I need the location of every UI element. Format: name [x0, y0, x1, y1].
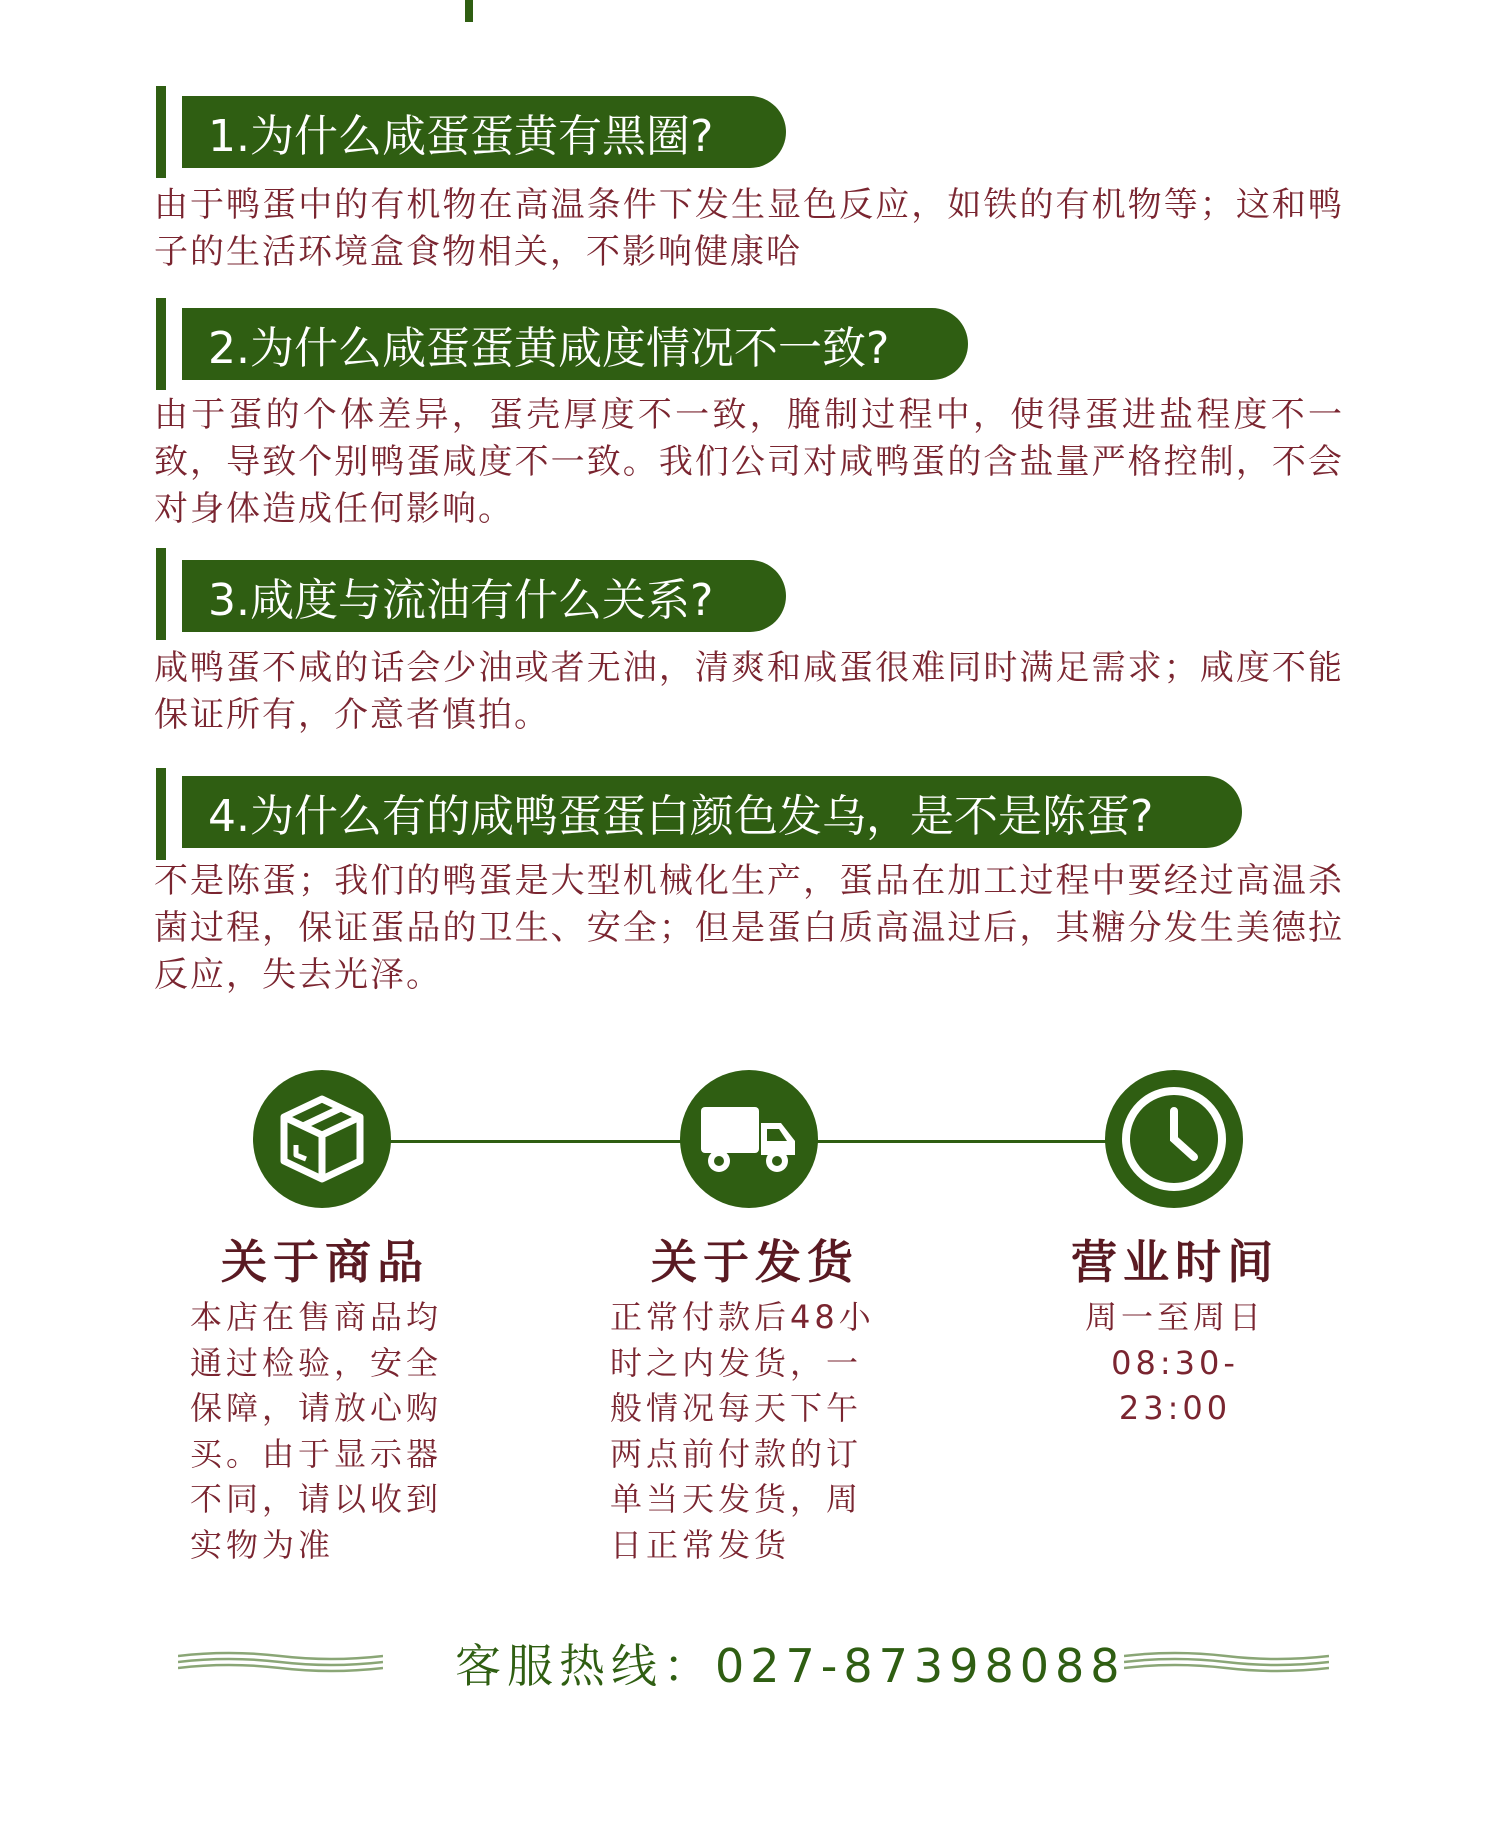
feature-text: 正常付款后48小 时之内发货，一 般情况每天下午 两点前付款的订 单当天发货，周 日正常发货 — [610, 1298, 875, 1564]
hotline-bar — [0, 1630, 1500, 1693]
faq-accent-bar — [156, 768, 166, 860]
faq-accent-bar — [156, 86, 166, 178]
top-divider-tick — [465, 0, 473, 22]
faq-title: 2.为什么咸蛋蛋黄咸度情况不一致? — [182, 308, 968, 380]
faq-body: 由于鸭蛋中的有机物在高温条件下发生显色反应，如铁的有机物等；这和鸭子的生活环境盒食物相关，不影响健康哈 — [154, 185, 1344, 272]
faq-accent-bar — [156, 548, 166, 640]
hotline-text: 客服热线：027-87398088 — [455, 1639, 1126, 1693]
clock-icon — [1105, 1070, 1243, 1208]
feature-text: 本店在售商品均 通过检验，安全 保障，请放心购 买。由于显示器 不同，请以收到 实物为准 — [190, 1298, 443, 1564]
wave-decoration-left — [178, 1650, 383, 1674]
box-icon — [253, 1070, 391, 1208]
faq-body: 不是陈蛋；我们的鸭蛋是大型机械化生产，蛋品在加工过程中要经过高温杀菌过程，保证蛋品的卫生、安全；但是蛋白质高温过后，其糖分发生美德拉反应，失去光泽。 — [154, 861, 1344, 995]
feature-title: 关于商品 — [221, 1235, 429, 1289]
faq-title: 1.为什么咸蛋蛋黄有黑圈? — [182, 96, 786, 168]
feature-text: 周一至周日 08:30-23:00 — [1084, 1298, 1265, 1427]
faq-body: 咸鸭蛋不咸的话会少油或者无油，清爽和咸蛋很难同时满足需求；咸度不能保证所有，介意者慎拍。 — [154, 648, 1344, 735]
feature-title: 关于发货 — [651, 1235, 859, 1289]
faq-title: 3.咸度与流油有什么关系? — [182, 560, 786, 632]
faq-body: 由于蛋的个体差异，蛋壳厚度不一致，腌制过程中，使得蛋进盐程度不一致，导致个别鸭蛋咸度不一致。我们公司对咸鸭蛋的含盐量严格控制，不会对身体造成任何影响。 — [154, 395, 1344, 529]
faq-accent-bar — [156, 298, 166, 390]
truck-icon — [680, 1070, 818, 1208]
faq-title: 4.为什么有的咸鸭蛋蛋白颜色发乌，是不是陈蛋? — [182, 776, 1242, 848]
wave-decoration-right — [1124, 1650, 1329, 1674]
feature-title: 营业时间 — [1071, 1235, 1279, 1289]
